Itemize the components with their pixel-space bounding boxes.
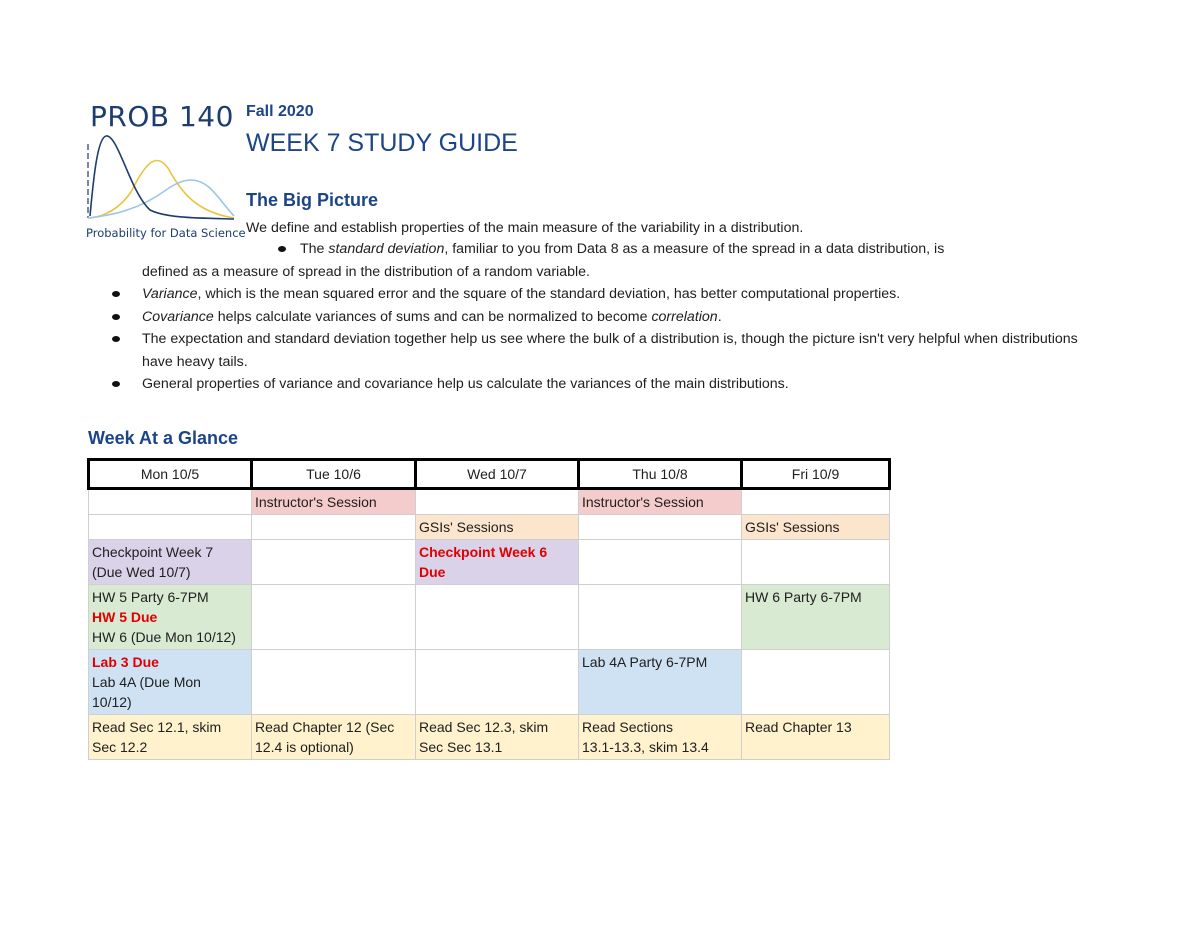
cell (252, 540, 416, 585)
bullet-general-properties: General properties of variance and covariance help us calculate the variances of the main distributions. (112, 373, 1112, 396)
day-header-fri: Fri 10/9 (742, 460, 890, 489)
big-picture-bullets (112, 238, 1112, 396)
cell (252, 585, 416, 650)
table-row (89, 489, 890, 515)
big-picture-intro: We define and establish properties of the main measure of the variability in a distribution. (246, 220, 804, 236)
bullet-dot (278, 246, 286, 252)
cell-lab-thu: Lab 4A Party 6-7PM (579, 650, 742, 715)
cell-lab-mon: Lab 3 Due Lab 4A (Due Mon 10/12) (89, 650, 252, 715)
course-logo (86, 100, 246, 245)
table-row (89, 515, 890, 540)
bullet-dot (112, 381, 120, 387)
week-schedule-table (87, 458, 891, 760)
bullet-standard-deviation: The standard deviation, familiar to you from Data 8 as a measure of the spread in a data distribution, is defined as a measure of spread in the distribution of a random variable. (142, 241, 945, 280)
cell-instructor-session: Instructor's Session (579, 489, 742, 515)
cell-gsi-sessions: GSIs' Sessions (416, 515, 579, 540)
table-row (89, 585, 890, 650)
bullet-covariance: Covariance helps calculate variances of sums and can be normalized to become correlation. (112, 306, 1112, 329)
day-header-mon: Mon 10/5 (89, 460, 252, 489)
bullet-dot (112, 291, 120, 297)
cell-instructor-session: Instructor's Session (252, 489, 416, 515)
logo-title: PROB 140 (90, 100, 234, 133)
table-row (89, 540, 890, 585)
bullet-expectation: The expectation and standard deviation together help us see where the bulk of a distribution is, though the picture isn't very helpful when distributions have heavy tails. (112, 328, 1112, 373)
cell-gsi-sessions: GSIs' Sessions (742, 515, 890, 540)
cell (89, 489, 252, 515)
cell (579, 540, 742, 585)
table-header-row (89, 460, 890, 489)
page-title: WEEK 7 STUDY GUIDE (246, 129, 518, 157)
day-header-wed: Wed 10/7 (416, 460, 579, 489)
cell-reading-mon: Read Sec 12.1, skim Sec 12.2 (89, 715, 252, 760)
cell (742, 489, 890, 515)
big-picture-heading: The Big Picture (246, 190, 379, 210)
cell (416, 585, 579, 650)
term-label: Fall 2020 (246, 103, 314, 120)
cell-homework-fri: HW 6 Party 6-7PM (742, 585, 890, 650)
logo-subtitle: Probability for Data Science (86, 226, 246, 240)
bullet-dot (112, 314, 120, 320)
day-header-tue: Tue 10/6 (252, 460, 416, 489)
cell-reading-tue: Read Chapter 12 (Sec 12.4 is optional) (252, 715, 416, 760)
cell-checkpoint-week-6-due: Checkpoint Week 6 Due (416, 540, 579, 585)
cell (742, 540, 890, 585)
cell (742, 650, 890, 715)
cell (416, 489, 579, 515)
week-at-a-glance-heading: Week At a Glance (88, 428, 239, 448)
bullet-variance: Variance, which is the mean squared error and the square of the standard deviation, has better computational properties. (112, 283, 1112, 306)
table-row (89, 650, 890, 715)
cell-homework-mon: HW 5 Party 6-7PM HW 5 Due HW 6 (Due Mon 10/12) (89, 585, 252, 650)
cell (416, 650, 579, 715)
bullet-dot (112, 336, 120, 342)
day-header-thu: Thu 10/8 (579, 460, 742, 489)
cell (579, 515, 742, 540)
cell (252, 515, 416, 540)
cell (89, 515, 252, 540)
cell-reading-fri: Read Chapter 13 (742, 715, 890, 760)
cell-reading-thu: Read Sections 13.1-13.3, skim 13.4 (579, 715, 742, 760)
cell-checkpoint-week-7: Checkpoint Week 7 (Due Wed 10/7) (89, 540, 252, 585)
cell-reading-wed: Read Sec 12.3, skim Sec Sec 13.1 (416, 715, 579, 760)
cell (252, 650, 416, 715)
distribution-curves-graphic (86, 132, 236, 224)
cell (579, 585, 742, 650)
table-row (89, 715, 890, 760)
